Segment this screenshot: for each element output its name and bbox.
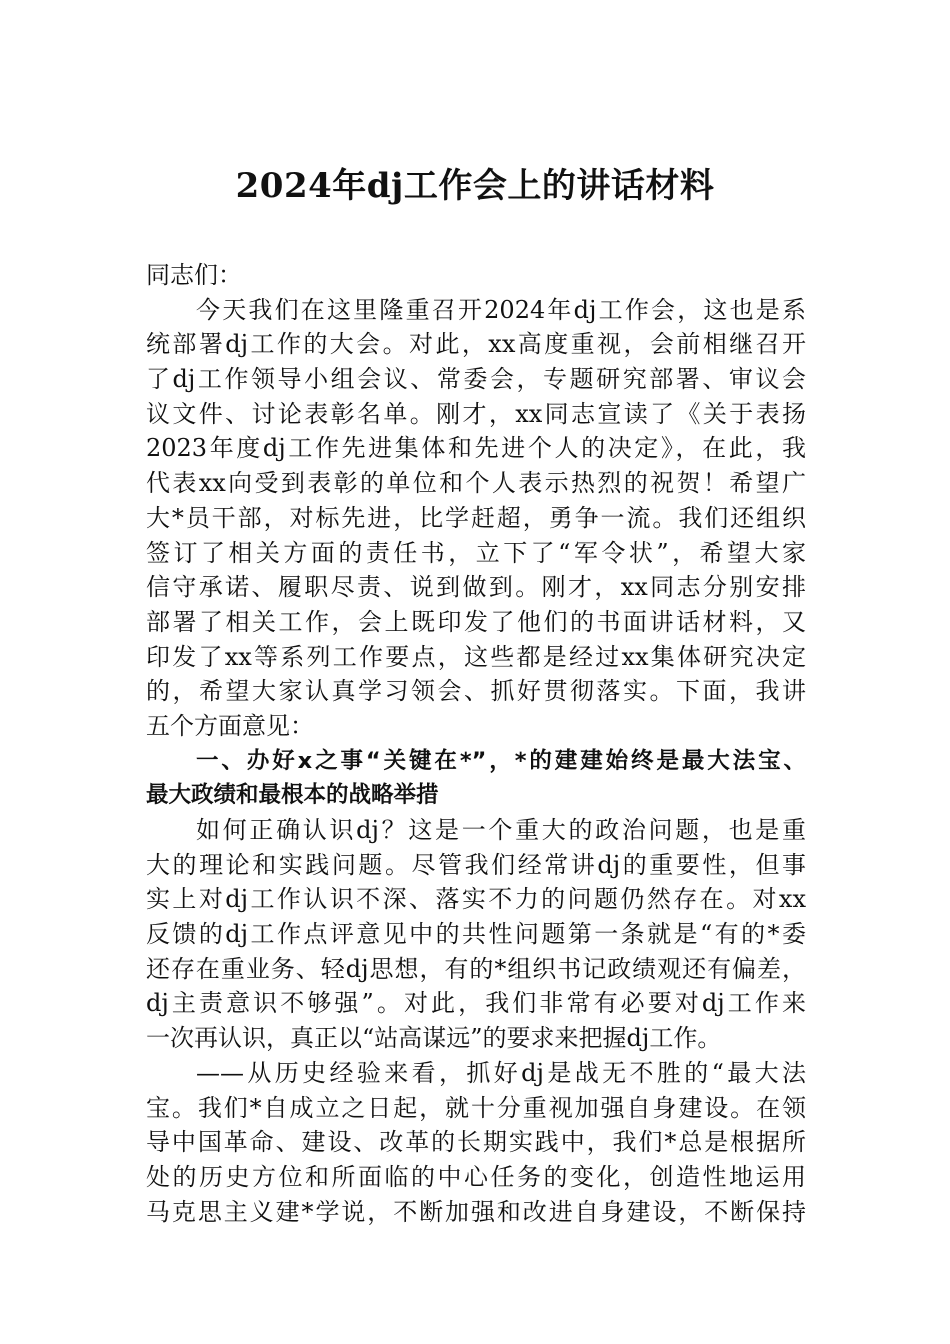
document-title: 2024年dj工作会上的讲话材料 bbox=[235, 166, 715, 206]
paragraph-line: 信守承诺、履职尽责、说到做到。刚才，xx同志分别安排 bbox=[146, 573, 806, 602]
paragraph-line: 的，希望大家认真学习领会、抓好贯彻落实。下面，我讲 bbox=[146, 677, 806, 706]
paragraph-line: 今天我们在这里隆重召开2024年dj工作会，这也是系 bbox=[196, 295, 806, 324]
paragraph-line: 同志们： bbox=[146, 261, 242, 289]
paragraph-line: 印发了xx等系列工作要点，这些都是经过xx集体研究决定 bbox=[146, 642, 806, 671]
paragraph-line: 实上对dj工作认识不深、落实不力的问题仍然存在。对xx bbox=[146, 885, 806, 914]
paragraph-line: 如何正确认识dj？这是一个重大的政治问题，也是重 bbox=[196, 816, 806, 844]
paragraph-line: 一次再认识，真正以“站高谋远”的要求来把握dj工作。 bbox=[146, 1024, 722, 1053]
paragraph-line: ——从历史经验来看，抓好dj是战无不胜的“最大法 bbox=[196, 1058, 806, 1087]
paragraph-line: 代表xx向受到表彰的单位和个人表示热烈的祝贺！希望广 bbox=[146, 469, 806, 498]
paragraph-line: 2023年度dj工作先进集体和先进个人的决定》，在此，我 bbox=[146, 434, 806, 463]
paragraph-line: 部署了相关工作，会上既印发了他们的书面讲话材料，又 bbox=[146, 607, 806, 636]
paragraph-line: 反馈的dj工作点评意见中的共性问题第一条就是“有的*委 bbox=[146, 920, 806, 949]
paragraph-line: 五个方面意见： bbox=[146, 711, 314, 740]
paragraph-line: 处的历史方位和所面临的中心任务的变化，创造性地运用 bbox=[146, 1162, 806, 1191]
paragraph-line: 议文件、讨论表彰名单。刚才，xx同志宣读了《关于表扬 bbox=[146, 399, 806, 428]
document-body bbox=[146, 258, 806, 1229]
paragraph-line: 统部署dj工作的大会。对此，xx高度重视，会前相继召开 bbox=[146, 330, 806, 359]
paragraph-line: 马克思主义建*学说，不断加强和改进自身建设，不断保持 bbox=[146, 1197, 806, 1226]
paragraph-line: 大的理论和实践问题。尽管我们经常讲dj的重要性，但事 bbox=[146, 850, 806, 879]
paragraph-line: 大*员干部，对标先进，比学赶超，勇争一流。我们还组织 bbox=[146, 503, 806, 532]
paragraph-line: 宝。我们*自成立之日起，就十分重视加强自身建设。在领 bbox=[146, 1093, 806, 1122]
paragraph-line: 导中国革命、建设、改革的长期实践中，我们*总是根据所 bbox=[146, 1128, 806, 1157]
paragraph-line: 还存在重业务、轻dj思想，有的*组织书记政绩观还有偏差， bbox=[146, 954, 806, 983]
paragraph-line: 了dj工作领导小组会议、常委会，专题研究部署、审议会 bbox=[146, 365, 806, 394]
paragraph-line: dj主责意识不够强”。对此，我们非常有必要对dj工作来 bbox=[146, 989, 806, 1018]
section-heading-line: 最大政绩和最根本的战略举措 bbox=[146, 782, 439, 809]
section-heading-line: 一、办好x之事“关键在*”，*的建建始终是最大法宝、 bbox=[196, 747, 806, 774]
paragraph-line: 签订了相关方面的责任书，立下了“军令状”，希望大家 bbox=[146, 538, 806, 567]
